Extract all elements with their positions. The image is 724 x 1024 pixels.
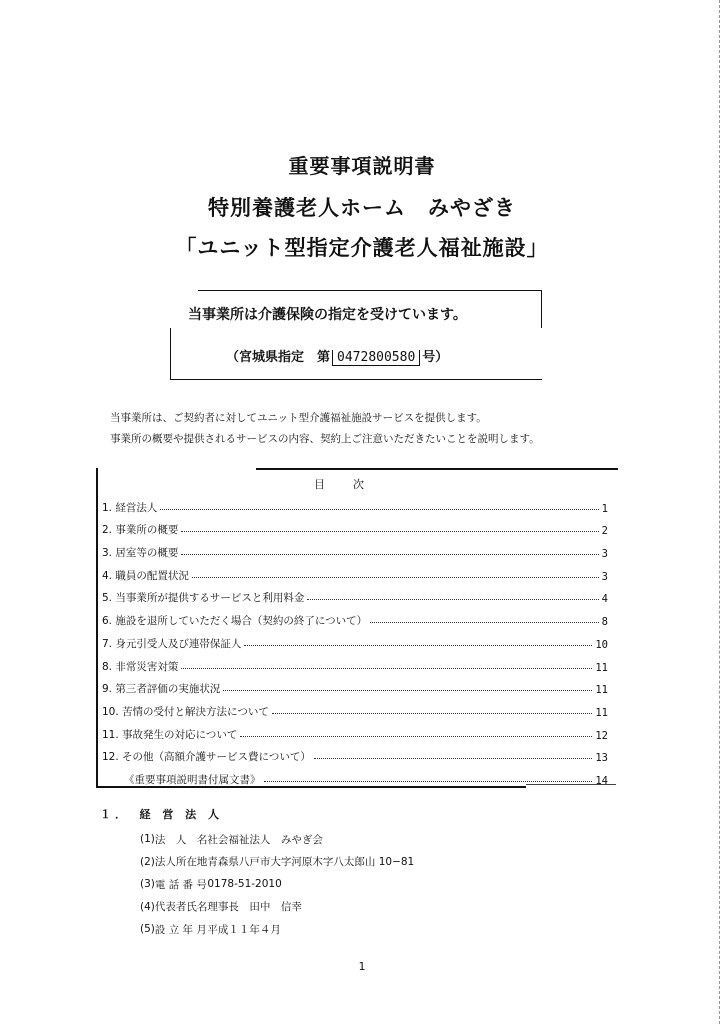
toc-leader-dots <box>181 531 598 532</box>
toc-item-page: 4 <box>601 593 608 606</box>
row-label: 代表者氏名 <box>154 901 208 914</box>
toc-item-page: 13 <box>595 752 608 765</box>
toc-item-page: 12 <box>595 729 608 742</box>
row-number: (3) <box>140 878 155 891</box>
facility-type: 「ユニット型指定介護老人福祉施設」 <box>175 236 549 260</box>
toc-item <box>102 628 608 651</box>
row-number: (4) <box>140 900 155 913</box>
toc-leader-dots <box>264 781 593 782</box>
toc-item-page: 10 <box>595 638 608 651</box>
toc-item <box>102 764 608 787</box>
row-value: 社会福祉法人 みやぎ会 <box>207 833 323 846</box>
toc-list <box>102 492 608 787</box>
page-number: 1 <box>358 960 366 973</box>
table-of-contents <box>96 468 618 788</box>
toc-item-title: 5. 当事業所が提供するサービスと利用料金 <box>102 592 305 605</box>
toc-leader-dots <box>314 758 593 759</box>
toc-leader-dots <box>181 668 592 669</box>
row-value: 0178-51-2010 <box>207 878 282 891</box>
designation-notice-box <box>170 290 542 380</box>
corporation-info-row <box>140 918 414 941</box>
toc-border-top <box>256 468 618 470</box>
toc-item-title: 8. 非常災害対策 <box>102 660 179 673</box>
toc-item-page: 11 <box>595 684 608 697</box>
toc-item-title: 4. 職員の配置状況 <box>102 569 189 582</box>
corporation-info-row <box>140 873 414 896</box>
designation-number: 0472800580 <box>332 350 420 366</box>
corporation-info-row <box>140 828 414 851</box>
designation-notice: 当事業所は介護保険の指定を受けています。 <box>188 307 467 323</box>
toc-leader-dots <box>181 554 598 555</box>
row-number: (2) <box>140 855 155 868</box>
designation-line <box>226 346 448 366</box>
toc-item <box>102 492 608 515</box>
toc-item <box>102 537 608 560</box>
corporation-info-row <box>140 851 414 874</box>
row-value: 理事長 田中 信幸 <box>207 901 302 914</box>
toc-item <box>102 515 608 538</box>
toc-item-page: 3 <box>601 570 608 583</box>
toc-leader-dots <box>240 736 592 737</box>
toc-leader-dots <box>160 509 598 510</box>
toc-item-page: 3 <box>601 548 608 561</box>
toc-leader-dots <box>307 599 598 600</box>
row-label: 法人所在地 <box>154 856 208 869</box>
row-label: 電 話 番 号 <box>154 878 207 891</box>
row-number: (5) <box>140 923 155 936</box>
toc-item <box>102 719 608 742</box>
toc-leader-dots <box>370 622 599 623</box>
toc-item-title: 9. 第三者評価の実施状況 <box>102 683 221 696</box>
toc-item-title: 10. 苦情の受付と解決方法について <box>102 705 269 718</box>
toc-item <box>102 674 608 697</box>
section-heading: １． 経 営 法 人 <box>100 808 223 821</box>
intro-line: 当事業所は、ご契約者に対してユニット型介護福祉施設サービスを提供します。 <box>110 412 487 424</box>
designation-prefix: （宮城県指定 第 <box>226 350 331 365</box>
toc-item-page: 2 <box>601 525 608 538</box>
row-label: 設 立 年 月 <box>154 923 207 936</box>
row-value: 青森県八戸市大字河原木字八太郎山 10−81 <box>207 856 415 869</box>
toc-border-left <box>96 468 98 786</box>
toc-item-page: 8 <box>601 616 608 629</box>
intro-line: 事業所の概要や提供されるサービスの内容、契約上ご注意いただきたいことを説明します。 <box>110 433 540 445</box>
toc-item-page: 14 <box>595 774 608 787</box>
toc-item-title: 6. 施設を退所していただく場合（契約の終了について） <box>102 615 368 628</box>
toc-item <box>102 583 608 606</box>
row-value: 平成１１年４月 <box>207 923 281 936</box>
toc-leader-dots <box>192 577 599 578</box>
toc-item-title: 7. 身元引受人及び連帯保証人 <box>102 637 242 650</box>
toc-item-title: 《重要事項説明書付属文書》 <box>124 773 261 786</box>
section-corporation <box>100 806 415 936</box>
corporation-info-table <box>140 828 414 941</box>
toc-item-title: 2. 事業所の概要 <box>102 524 179 537</box>
toc-item-title: 1. 経営法人 <box>102 501 158 514</box>
toc-item <box>102 742 608 765</box>
toc-item <box>102 560 608 583</box>
row-label: 法 人 名 <box>154 833 208 846</box>
toc-item-page: 1 <box>601 502 608 515</box>
toc-item-page: 11 <box>595 661 608 674</box>
toc-leader-dots <box>223 690 592 691</box>
corporation-info-row <box>140 896 414 919</box>
facility-name: 特別養護老人ホーム みやざき <box>208 196 516 220</box>
toc-item <box>102 605 608 628</box>
toc-item-title: 11. 事故発生の対応について <box>102 728 238 741</box>
toc-item-title: 3. 居室等の概要 <box>102 547 179 560</box>
row-number: (1) <box>140 833 155 846</box>
toc-item <box>102 651 608 674</box>
toc-leader-dots <box>244 645 592 646</box>
document-title: 重要事項説明書 <box>288 154 436 178</box>
toc-item-page: 11 <box>595 706 608 719</box>
intro-paragraph <box>110 408 540 450</box>
toc-heading: 目次 <box>314 478 392 491</box>
toc-item-title: 12. その他（高額介護サービス費について） <box>102 751 311 764</box>
toc-leader-dots <box>272 713 593 714</box>
toc-item <box>102 696 608 719</box>
designation-suffix: 号） <box>422 350 449 365</box>
